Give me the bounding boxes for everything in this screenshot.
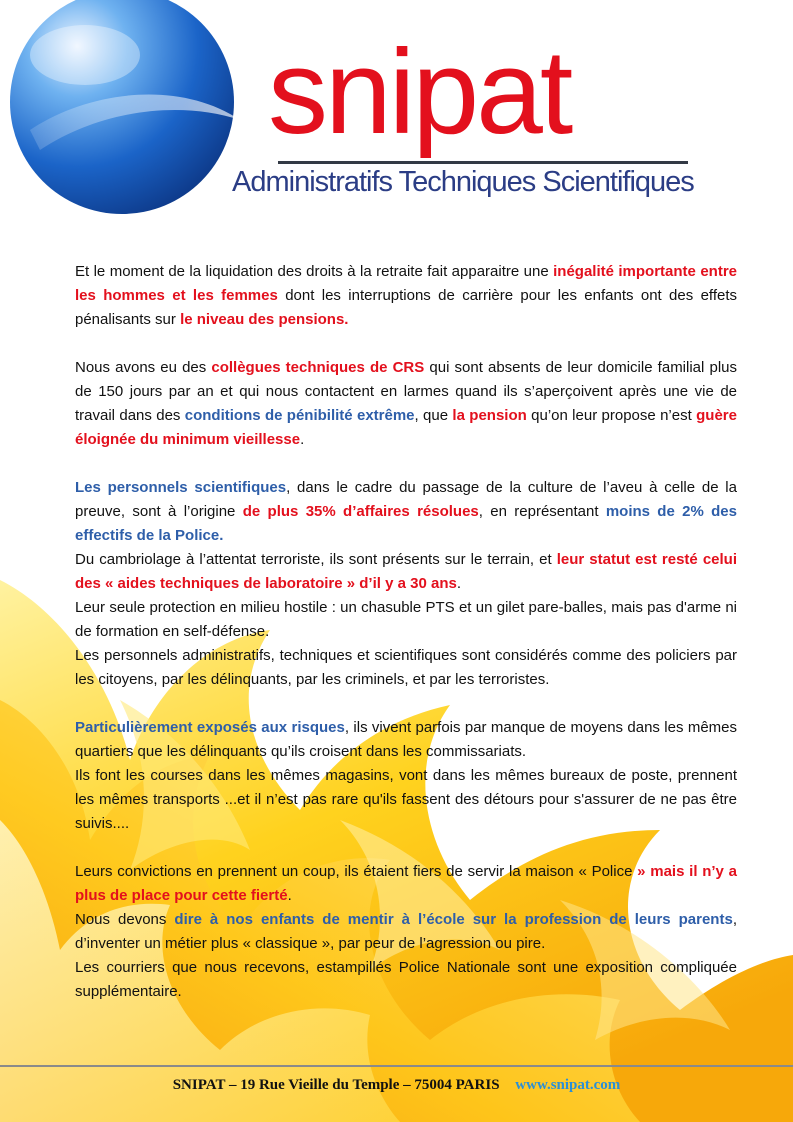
highlighted-text: le niveau des pensions. xyxy=(180,311,349,328)
body-text: Nous devons xyxy=(75,911,175,928)
body-text: , d’inventer un métier plus « classique », par peur de l’agression ou pire. xyxy=(75,911,737,952)
body-text: . xyxy=(287,887,292,904)
body-text: Nous avons eu des xyxy=(75,359,212,376)
article-body xyxy=(75,260,737,1028)
body-text: Les personnels administratifs, techniques et scientifiques sont considérés comme des policiers par les citoyens, par les délinquants, par les criminels, et par les terroristes. xyxy=(75,647,737,688)
website-link[interactable]: www.snipat.com xyxy=(515,1077,621,1093)
highlighted-text: » mais il n’y a plus de place pour cette fierté xyxy=(75,863,737,904)
highlighted-text: guère éloignée du minimum vieillesse xyxy=(75,407,737,448)
body-text: , en représentant xyxy=(478,503,606,520)
body-text: , dans le cadre du passage de la culture de l’aveu à celle de la preuve, sont à l’origine xyxy=(75,479,737,520)
brand-wordmark: snipat xyxy=(268,25,571,159)
brand-tagline: Administratifs Techniques Scientifiques xyxy=(232,166,694,198)
body-text: dont les interruptions de carrière pour les enfants ont des effets pénalisants sur xyxy=(75,287,738,328)
brand-divider xyxy=(278,161,688,164)
body-text: , ils vivent parfois par manque de moyens dans les mêmes quartiers que les délinquants qu’ils croisent dans les commissariats. xyxy=(75,719,737,760)
paragraph-3 xyxy=(75,476,737,692)
body-text: Leurs convictions en prennent un coup, ils étaient fiers de servir la maison « Police xyxy=(75,863,638,880)
highlighted-text: Les personnels scientifiques xyxy=(75,479,287,496)
body-text: Du cambriolage à l’attentat terroriste, ils sont présents sur le terrain, et xyxy=(75,551,557,568)
body-text: Et le moment de la liquidation des droits à la retraite fait apparaitre une xyxy=(75,263,554,280)
highlighted-text: conditions de pénibilité extrême xyxy=(184,407,415,424)
body-text: Les courriers que nous recevons, estampillés Police Nationale sont une exposition compliquée supplémentaire. xyxy=(75,959,737,1000)
footer-address: SNIPAT – 19 Rue Vieille du Temple – 75004 PARIS xyxy=(172,1077,500,1093)
highlighted-text: de plus 35% d’affaires résolues xyxy=(242,503,479,520)
paragraph-2 xyxy=(75,356,737,452)
highlighted-text: moins de 2% des effectifs de la Police. xyxy=(75,503,737,544)
paragraph-5 xyxy=(75,860,737,1004)
paragraph-4 xyxy=(75,716,737,836)
highlighted-text: la pension xyxy=(452,407,527,424)
highlighted-text: dire à nos enfants de mentir à l’école sur la profession de leurs parents xyxy=(174,911,733,928)
footer-divider xyxy=(0,1065,793,1067)
footer xyxy=(0,1077,793,1094)
body-text: qu’on leur propose n’est xyxy=(526,407,697,424)
body-text: . xyxy=(300,431,305,448)
highlighted-text: collègues techniques de CRS xyxy=(211,359,425,376)
body-text: Leur seule protection en milieu hostile : un chasuble PTS et un gilet pare-balles, mais pas d'arme ni de formation en self-défense. xyxy=(75,599,737,640)
highlighted-text: Particulièrement exposés aux risques xyxy=(75,719,345,736)
body-text: qui sont absents de leur domicile familial plus de 150 jours par an et qui nous contactent en larmes quand ils s’aperçoivent après une vie de travail dans des xyxy=(75,359,737,424)
paragraph-1 xyxy=(75,260,737,332)
body-text: , que xyxy=(414,407,453,424)
body-text: Ils font les courses dans les mêmes magasins, vont dans les mêmes bureaux de poste, prennent les mêmes transports ...et il n’est pas rare qu'ils fassent des détours pour s'assurer de ne pas être suivis.... xyxy=(75,767,737,832)
highlighted-text: inégalité importante entre les hommes et les femmes xyxy=(75,263,738,304)
body-text: . xyxy=(456,575,461,592)
highlighted-text: leur statut est resté celui des « aides techniques de laboratoire » d’il y a 30 ans xyxy=(75,551,738,592)
globe-logo-icon xyxy=(0,0,250,225)
